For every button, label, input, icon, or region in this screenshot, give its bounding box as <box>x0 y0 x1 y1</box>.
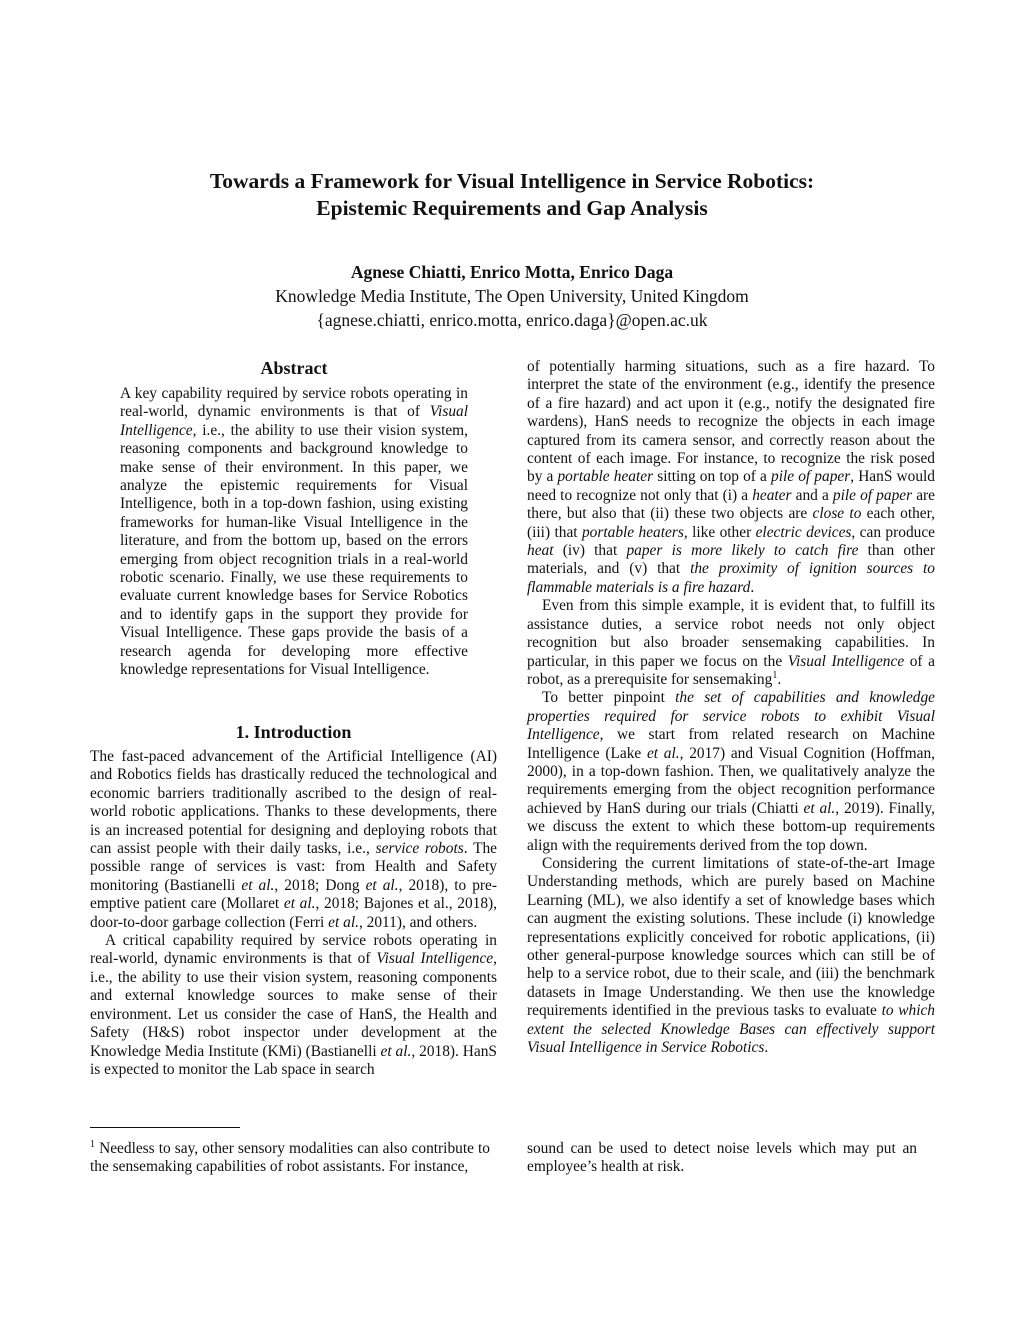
footnote-right <box>527 1140 917 1177</box>
email: {agnese.chiatti, enrico.motta, enrico.daga}@open.ac.uk <box>316 310 708 330</box>
text-run: and a <box>791 486 833 504</box>
text-run: portable heater <box>557 468 654 486</box>
paragraph <box>527 855 935 1057</box>
paragraph <box>527 689 935 855</box>
text-run: et al. <box>646 744 680 762</box>
text-run: , can produce <box>851 523 935 541</box>
text-run: , 2018; Bajones et al., 2018), door-to-door garbage collection (Ferri <box>90 895 498 931</box>
text-run: are there, but also that (ii) these two objects are <box>527 486 935 523</box>
paragraph <box>90 932 497 1079</box>
text-run: , 2019). Finally, we discuss the extent to which these bottom-up requirements align with the requirements derived from the top down. <box>527 799 935 854</box>
text-run: paper is more likely to catch fire <box>626 542 859 560</box>
text-run: portable heaters <box>581 523 684 541</box>
text-run: A key capability required by service robots operating in real-world, dynamic environments is that of <box>120 385 468 421</box>
text-run: to which extent the selected Knowledge Bases can effectively support Visual Intelligence in Service Robotics <box>527 1002 935 1057</box>
text-run: each other, (iii) that <box>527 505 935 541</box>
text-run: sitting on top of a <box>653 468 772 486</box>
footnote-left <box>90 1140 490 1177</box>
introduction-heading: 1. Introduction <box>235 722 352 742</box>
text-run: pile of paper <box>832 486 913 504</box>
text-run: , 2018; Dong <box>274 876 366 894</box>
text-run: . <box>764 1039 769 1057</box>
text-run: the proximity of ignition sources to flammable materials is a fire hazard <box>527 560 935 596</box>
abstract-heading: Abstract <box>260 358 328 378</box>
introduction-body <box>90 748 497 1079</box>
text-run: electric devices <box>755 523 852 541</box>
text-run: , i.e., the ability to use their vision system, reasoning components and external knowledge sources to make sense of their environment. Let us consider the case of HanS, the Health and Safety (H&S) robot inspector under development at the Knowledge Media Institute (KMi) (Bastianelli <box>90 950 497 1060</box>
title-line-2: Epistemic Requirements and Gap Analysis <box>316 196 708 220</box>
text-run: et al. <box>365 876 399 894</box>
text-run: , like other <box>683 523 756 541</box>
right-column-body <box>527 358 935 1057</box>
text-run: than other materials, and (v) that <box>527 542 935 578</box>
paragraph <box>527 358 935 597</box>
text-run: Visual Intelligence <box>376 950 494 968</box>
text-run: et al. <box>241 876 275 894</box>
text-run: close to <box>812 505 862 523</box>
abstract-body <box>120 385 468 680</box>
footnote-rule <box>90 1127 240 1128</box>
text-run: , 2018). HanS is expected to monitor the Lab space in search <box>90 1042 497 1078</box>
paragraph <box>90 748 497 932</box>
paper-title <box>0 168 1024 222</box>
footnote-mark: 1 <box>90 1138 95 1150</box>
text-run: Visual Intelligence <box>120 403 468 439</box>
text-run: et al. <box>328 913 359 931</box>
text-run: , 2018), to pre-emptive patient care (Mollaret <box>90 876 498 913</box>
text-run: The fast-paced advancement of the Artificial Intelligence (AI) and Robotics fields has drastically reduced the technological and economic barriers traditionally ascribed to the design of real-world robotic applications. Thanks to these developments, there is an increased potential for designing and deploying robots that can assist people with their daily tasks, i.e., <box>90 748 497 858</box>
footnote-ref: 1 <box>772 669 778 681</box>
text-run: To better pinpoint <box>542 689 676 707</box>
paragraph <box>527 597 935 689</box>
text-run: heat <box>527 542 554 560</box>
text-run: Considering the current limitations of state-of-the-art Image Understanding methods, which are purely based on Machine Learning (ML), we also identify a set of knowledge bases which can augment the existing solutions. These include (i) knowledge representations explicitly conceived for robotic applications, (ii) other general-purpose knowledge sources which can still be of help to a service robot, due to their scale, and (iii) the benchmark datasets in Image Understanding. We then use the knowledge requirements identified in the previous tasks to evaluate <box>527 854 935 1020</box>
text-run: , HanS would need to recognize not only that (i) a <box>527 468 935 504</box>
text-run: of potentially harming situations, such as a fire hazard. To interpret the state of the environment (e.g., identify the presence of a fire hazard) and act upon it (e.g., notify the designated fire wardens), HanS needs to recognize the objects in each image captured from its camera sensor, and correctly reason about the content of each image. For instance, to recognize the risk posed by a <box>527 358 935 486</box>
paragraph <box>120 385 468 680</box>
text-run: heater <box>752 486 792 504</box>
text-run: service robots <box>375 840 464 858</box>
text-run: pile of paper <box>771 468 851 486</box>
text-run: , we start from related research on Machine Intelligence (Lake <box>527 726 935 762</box>
text-run: et al. <box>803 799 836 817</box>
text-run: , 2017) and Visual Cognition (Hoffman, 2000), in a top-down fashion. Then, we qualitatively analyze the requirements emerging from the object recognition performance achieved by HanS during our trials (Chiatti <box>527 744 935 817</box>
footnote-text-left: Needless to say, other sensory modalities can also contribute to the sensemaking capabilities of robot assistants. For instance, <box>90 1140 490 1176</box>
authors: Agnese Chiatti, Enrico Motta, Enrico Daga <box>350 262 674 282</box>
footnote-text-right: sound can be used to detect noise levels which may put an employee’s health at risk. <box>527 1140 917 1176</box>
text-run: . <box>777 670 782 688</box>
text-run: et al. <box>283 895 316 913</box>
text-run: , i.e., the ability to use their vision system, reasoning components and background knowledge to make sense of their environment. In this paper, we analyze the epistemic requirements for Visual Intelligence, both in a top-down fashion, using existing frameworks for human-like Visual Intelligence in the literature, and from the bottom up, based on the errors emerging from object recognition trials in a real-world robotic scenario. Finally, we use these requirements to evaluate current knowledge bases for Service Robotics and to identify gaps in the support they provide for Visual Intelligence. These gaps provide the basis of a research agenda for developing more effective knowledge representations for Visual Intelligence. <box>120 421 468 679</box>
text-run: Even from this simple example, it is evident that, to fulfill its assistance duties, a service robot needs not only object recognition but also broader sensemaking capabilities. In particular, in this paper we focus on the <box>527 597 935 670</box>
text-run: , 2011), and others. <box>358 913 478 931</box>
title-line-1: Towards a Framework for Visual Intelligence in Service Robotics: <box>209 169 815 193</box>
text-run: of a robot, as a prerequisite for sensemaking <box>527 652 935 688</box>
text-run: the set of capabilities and knowledge properties required for service robots to exhibit Visual Intelligence <box>527 689 936 744</box>
text-run: (iv) that <box>553 542 627 560</box>
text-run: . The possible range of services is vast: from Health and Safety monitoring (Bastianelli <box>90 840 497 894</box>
affiliation: Knowledge Media Institute, The Open University, United Kingdom <box>275 286 749 306</box>
text-run: et al. <box>380 1042 412 1060</box>
text-run: A critical capability required by service robots operating in real-world, dynamic environments is that of <box>90 932 497 968</box>
text-run: Visual Intelligence <box>787 652 905 670</box>
text-run: . <box>750 578 755 596</box>
